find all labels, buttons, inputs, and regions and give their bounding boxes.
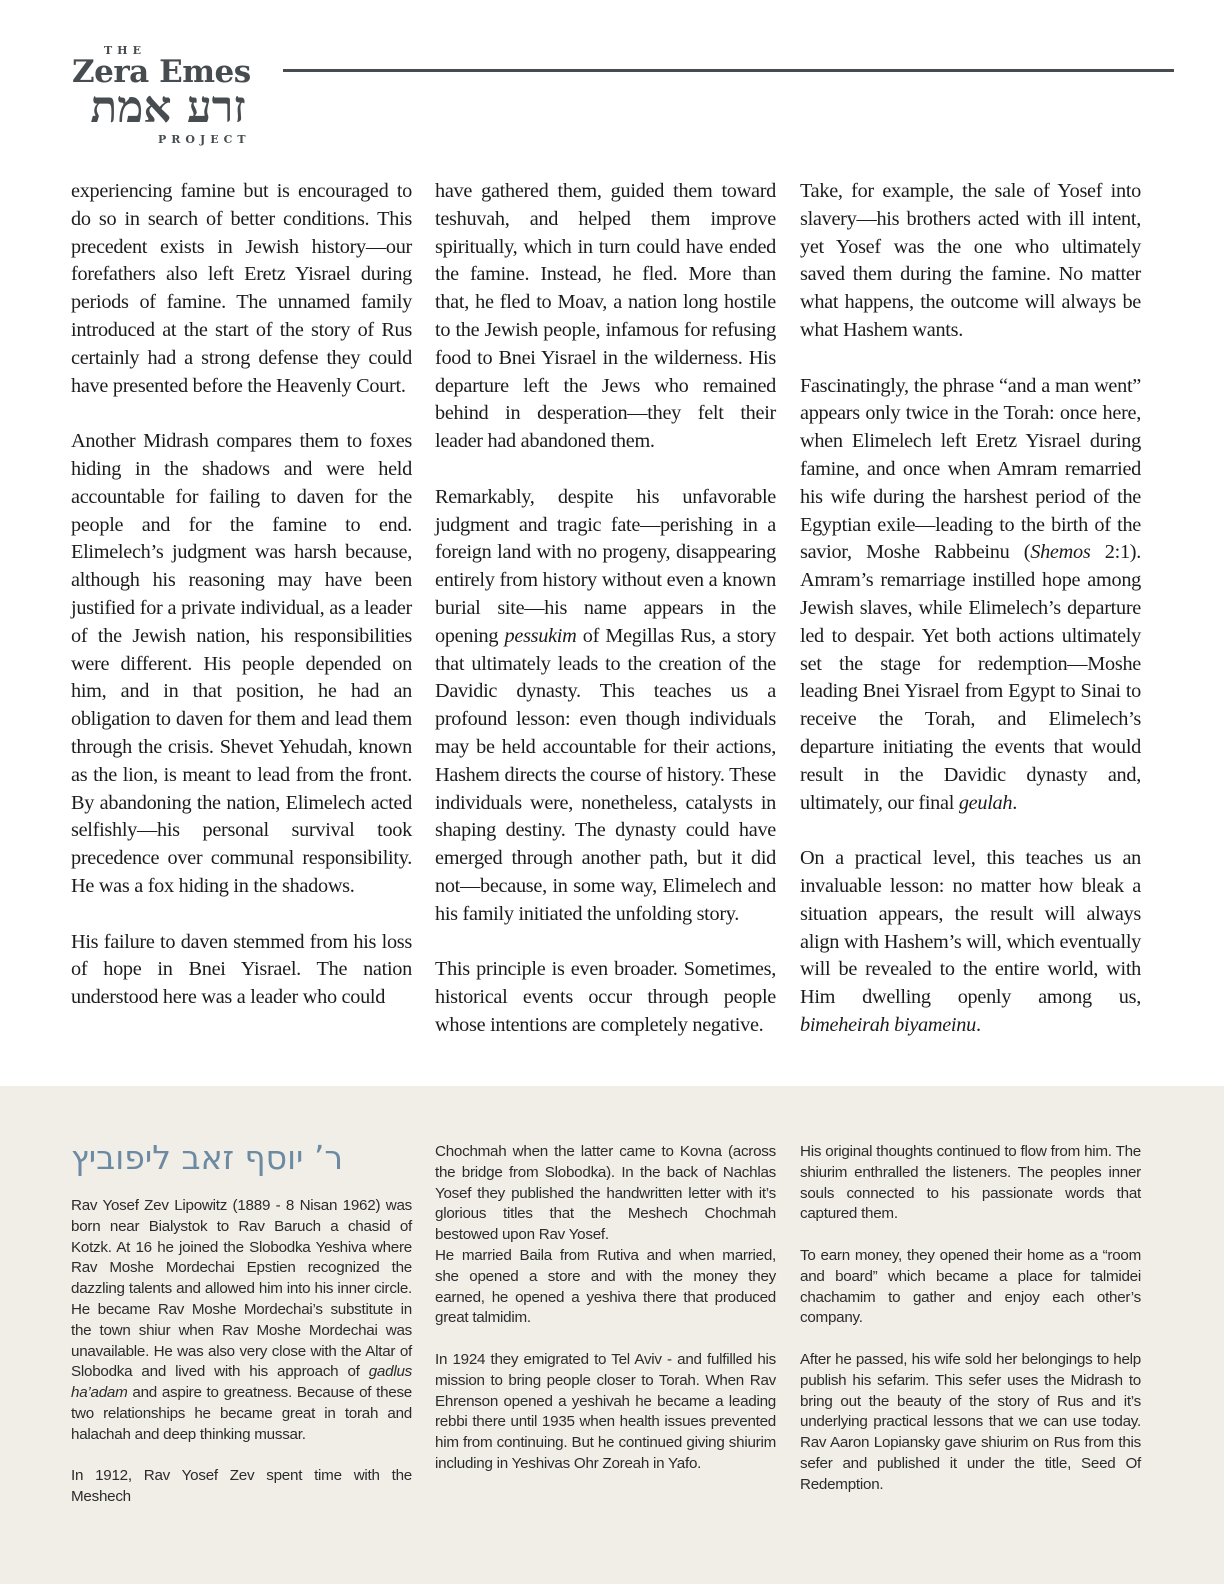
biography-column-3 bbox=[800, 1142, 1141, 1496]
article-body bbox=[71, 178, 1141, 1078]
text-run: 2:1). Amram’s remarriage instilled hope among Jewish slaves, while Elimelech’s departure led to despair. Yet both actions ultimately set the stage for redemption—Moshe leading Bnei Yisrael from Egypt to Sinai to receive the Torah, and Elimelech’s departure initiating the events that would result in the Davidic dynasty and, ultimately, our final bbox=[800, 541, 1142, 814]
italic-term: Shemos bbox=[1030, 541, 1091, 564]
text-run: After he passed, his wife sold her belongings to help publish his sefarim. This sefer uses the Midrash to bring out the beauty of the story of Rus and it’s underlying practical lessons that we can use today. Rav Aaron Lopiansky gave shiurim on Rus from this sefer and published it under the title, Seed Of Redemption. bbox=[800, 1350, 1141, 1493]
text-run: On a practical level, this teaches us an invaluable lesson: no matter how bleak a situation appears, the result will always align with Hashem’s will, which eventually will be revealed to the entire world, with Him dwelling openly among us, bbox=[800, 847, 1141, 1009]
italic-term: bimeheirah biyameinu bbox=[800, 1013, 976, 1036]
text-run: Another Midrash compares them to foxes hiding in the shadows and were held accountable for failing to daven for the people and for the famine to end. Elimelech’s judgment was harsh because, although his reasoning may have been justified for a private individual, as a leader of the Jewish nation, his responsibilities were different. His people depended on him, and in that position, he had an obligation to daven for them and lead them through the crisis. Shevet Yehudah, known as the lion, is meant to lead from the front. By abandoning the nation, Elimelech acted selfishly—his personal survival took precedence over communal responsibility. He was a fox hiding in the shadows. bbox=[71, 430, 412, 897]
text-run: To earn money, they opened their home as a “room and board” which became a place for talmidei chachamim to gather and enjoy each other’s company. bbox=[800, 1246, 1141, 1327]
article-column-2 bbox=[435, 178, 776, 1040]
paragraph bbox=[435, 1350, 776, 1475]
logo-name-english: Zera Emes bbox=[72, 54, 251, 90]
paragraph bbox=[435, 178, 776, 456]
text-run: Take, for example, the sale of Yosef into slavery—his brothers acted with ill intent, yet Yosef was the one who ultimately saved them during the famine. No matter what happens, the outcome will always be what Hashem wants. bbox=[800, 180, 1141, 341]
biography-section bbox=[0, 1086, 1224, 1584]
logo-the: THE bbox=[104, 44, 146, 57]
text-run: His failure to daven stemmed from his loss of hope in Bnei Yisrael. The nation understood here was a leader who could bbox=[71, 930, 412, 1009]
biography-title-hebrew: ר’ יוסף זאב ליפוביץ bbox=[71, 1138, 344, 1177]
text-run: This principle is even broader. Sometimes, historical events occur through people whose intentions are completely negative. bbox=[435, 958, 776, 1036]
italic-term: pessukim bbox=[504, 624, 577, 647]
paragraph bbox=[71, 178, 412, 400]
paragraph bbox=[435, 1246, 776, 1329]
paragraph bbox=[800, 1142, 1141, 1225]
paragraph bbox=[435, 1142, 776, 1246]
paragraph bbox=[71, 1466, 412, 1508]
paragraph bbox=[800, 1246, 1141, 1329]
italic-term: gadlus ha’adam bbox=[71, 1363, 412, 1402]
paragraph bbox=[800, 1350, 1141, 1496]
text-run: . bbox=[975, 1013, 981, 1036]
text-run: Chochmah when the latter came to Kovna (across the bridge from Slobodka). In the back of Nachlas Yosef they published the handwritten letter with it’s glorious titles that the Meshech Chochmah bestowed upon Rav Yosef. bbox=[435, 1143, 776, 1244]
article-column-3 bbox=[800, 178, 1141, 1040]
zera-emes-logo bbox=[70, 44, 270, 152]
text-run: Fascinatingly, the phrase “and a man went” appears only twice in the Torah: once here, when Elimelech left Eretz Yisrael during famine, and once when Amram remarried his wife during the harshest period of the Egyptian exile—leading to the birth of the savior, Moshe Rabbeinu ( bbox=[800, 374, 1141, 564]
paragraph bbox=[435, 484, 776, 929]
paragraph bbox=[800, 373, 1141, 818]
text-run: In 1912, Rav Yosef Zev spent time with the Meshech bbox=[71, 1467, 412, 1506]
text-run: Rav Yosef Zev Lipowitz (1889 - 8 Nisan 1962) was born near Bialystok to Rav Baruch a chasid of Kotzk. At 16 he joined the Slobodka Yeshiva where Rav Moshe Mordechai Epstien recognized the dazzling talents and allowed him into his inner circle. He became Rav Moshe Mordechai’s substitute in the town shiur when Rav Moshe Mordechai was unavailable. He was also very close with the Altar of Slobodka and lived with his approach of bbox=[71, 1197, 412, 1381]
biography-column-1 bbox=[71, 1196, 412, 1508]
header-divider bbox=[283, 69, 1174, 72]
paragraph bbox=[71, 428, 412, 901]
text-run: In 1924 they emigrated to Tel Aviv - and fulfilled his mission to bring people closer to Torah. When Rav Ehrenson opened a yeshivah he became a leading rebbi there until 1935 when health issues prevented him from continuing. But he continued giving shiurim including in Yeshivas Ohr Zoreah in Yafo. bbox=[435, 1350, 776, 1472]
logo-name-hebrew: זרע אמת bbox=[90, 82, 246, 133]
biography-column-2 bbox=[435, 1142, 776, 1475]
text-run: experiencing famine but is encouraged to do so in search of better conditions. This precedent exists in Jewish history—our forefathers also left Eretz Yisrael during periods of famine. The unnamed family introduced at the start of the story of Rus certainly had a strong defense they could have presented before the Heavenly Court. bbox=[71, 180, 412, 397]
paragraph bbox=[71, 1196, 412, 1446]
paragraph bbox=[435, 956, 776, 1039]
text-run: have gathered them, guided them toward teshuvah, and helped them improve spiritually, which in turn could have ended the famine. Instead, he fled. More than that, he fled to Moav, a nation long hostile to the Jewish people, infamous for refusing food to Bnei Yisrael in the wilderness. His departure left the Jews who remained behind in desperation—they felt their leader had abandoned them. bbox=[435, 180, 776, 453]
text-run: . bbox=[1012, 791, 1017, 814]
logo-project: PROJECT bbox=[158, 133, 251, 146]
text-run: and aspire to greatness. Because of these two relationships he became great in torah and halachah and deep thinking mussar. bbox=[71, 1384, 412, 1443]
page-header bbox=[0, 0, 1224, 160]
article-column-1 bbox=[71, 178, 412, 1012]
paragraph bbox=[71, 929, 412, 1012]
paragraph bbox=[800, 845, 1141, 1040]
text-run: Remarkably, despite his unfavorable judgment and tragic fate—perishing in a foreign land with no progeny, disappearing entirely from history without even a known burial site—his name appears in the opening bbox=[435, 485, 776, 647]
text-run: His original thoughts continued to flow from him. The shiurim enthralled the listeners. The peoples inner souls connected to his passionate words that captured them. bbox=[800, 1143, 1141, 1223]
paragraph bbox=[800, 178, 1141, 345]
text-run: He married Baila from Rutiva and when married, she opened a store and with the money they earned, he opened a yeshiva there that produced great talmidim. bbox=[435, 1246, 776, 1327]
italic-term: geulah bbox=[958, 791, 1013, 814]
text-run: of Megillas Rus, a story that ultimately leads to the creation of the Davidic dynasty. This teaches us a profound lesson: even though individuals may be held accountable for their actions, Hashem directs the course of history. These individuals were, nonetheless, catalysts in shaping destiny. The dynasty could have emerged through another path, but it did not—because, in some way, Elimelech and his family initiated the unfolding story. bbox=[435, 624, 776, 925]
